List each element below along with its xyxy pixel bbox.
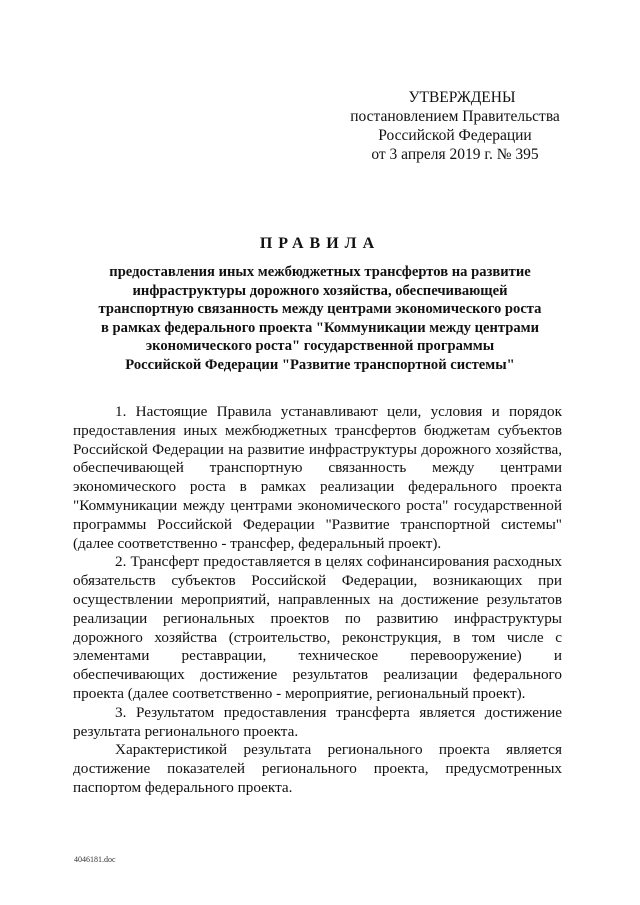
document-subtitle xyxy=(70,263,570,374)
subtitle-line: Российской Федерации "Развитие транспортной системы" xyxy=(125,356,515,373)
document-body xyxy=(73,403,562,798)
approval-line-decree: постановлением Правительства xyxy=(350,108,560,125)
paragraph-4: Характеристикой результата регионального проекта является достижение показателей регионального проекта, предусмотренных паспортом федерального проекта. xyxy=(73,741,562,796)
approval-heading: УТВЕРЖДЕНЫ xyxy=(408,89,516,106)
subtitle-line: экономического роста" государственной программы xyxy=(145,338,495,354)
paragraph-3: 3. Результатом предоставления трансферта является достижение результата регионального проекта. xyxy=(73,703,562,740)
paragraph-1: 1. Настоящие Правила устанавливают цели, условия и порядок предоставления иных межбюджетных трансфертов бюджетам субъектов Российской Федерации на развитие инфраструктуры дорожного хозяйства, обеспечивающей транспортную связанность между центрами экономического роста в рамках реализации федерального проекта "Коммуникации между центрами экономического роста" государственной программы Российской Федерации "Развитие транспортной системы" (далее соответственно - трансфер, федеральный проект). xyxy=(73,403,562,552)
approval-block xyxy=(340,88,570,164)
subtitle-line: предоставления иных межбюджетных трансфертов на развитие xyxy=(109,264,531,280)
document-title: ПРАВИЛА xyxy=(259,235,381,252)
paragraph-2: 2. Трансферт предоставляется в целях софинансирования расходных обязательств субъектов Российской Федерации, возникающих при осуществлении мероприятий, направленных на достижение результатов реализации региональных проектов по развитию инфраструктуры дорожного хозяйства (строительство, реконструкция, в том числе с элементами реставрации, техническое перевооружение) и обеспечивающих достижение результатов реализации федерального проекта (далее соответственно - мероприятие, региональный проект). xyxy=(73,553,562,702)
subtitle-line: инфраструктуры дорожного хозяйства, обеспечивающей xyxy=(132,282,508,299)
approval-line-government: Российской Федерации xyxy=(378,127,532,144)
subtitle-line: в рамках федерального проекта "Коммуникации между центрами xyxy=(101,319,539,336)
subtitle-line: транспортную связанность между центрами экономического роста xyxy=(98,301,542,317)
footer-file-name: 4046181.doc xyxy=(74,855,116,864)
approval-date-number: от 3 апреля 2019 г. № 395 xyxy=(371,146,539,163)
